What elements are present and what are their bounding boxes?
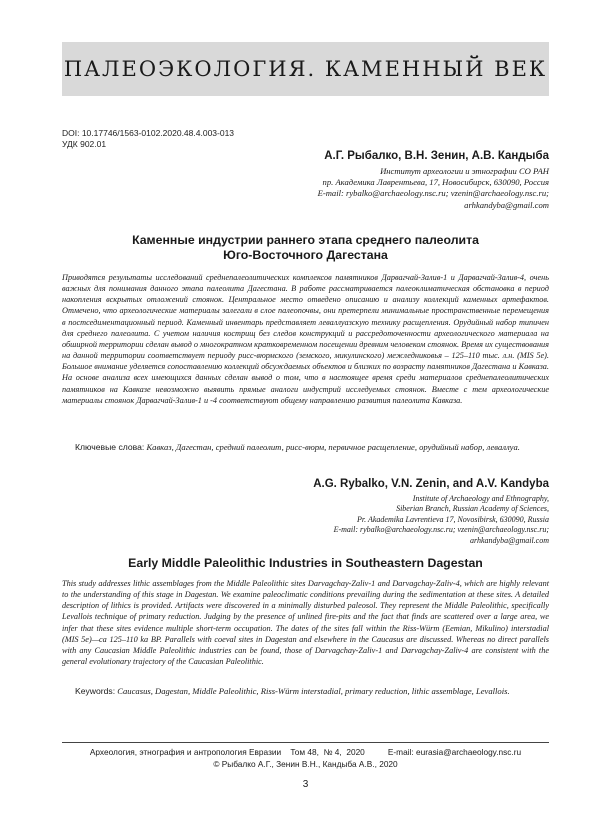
page-number: 3 bbox=[302, 779, 309, 790]
keywords-text: Кавказ, Дагестан, средний палеолит, рисс-вюрм, первичное расщепление, орудийный набор, леваллуа. bbox=[146, 442, 520, 452]
journal-year: 2020 bbox=[346, 747, 365, 757]
title-line: Каменные индустрии раннего этапа среднего палеолита bbox=[132, 233, 479, 247]
udk: УДК 902.01 bbox=[62, 139, 107, 149]
affiliation-line: Institute of Archaeology and Ethnography, bbox=[412, 494, 549, 503]
authors-en: A.G. Rybalko, V.N. Zenin, and A.V. Kandyba bbox=[313, 478, 549, 490]
article-title-ru bbox=[62, 233, 549, 263]
article-title-en: Early Middle Paleolithic Industries in Southeastern Dagestan bbox=[128, 556, 483, 570]
abstract-en: This study addresses lithic assemblages from the Middle Paleolithic sites Darvagchay-Zaliv-1 and Darvagchay-Zaliv-4, which are highly relevant to the understanding of this stage in Dagestan. We examine paleoclimatic conditions prevailing during the sedimentation at these sites. A detailed description of lithics is provided. Artifacts were discovered in a minimally disturbed paleosol. They represent the Middle Paleolithic, specifically Levallois technique of primary reduction. Judging by the presence of unlined fire-pits and the fact that finds are scattered over a large area, we infer that these sites evidence multiple short-term occupation. The dates of the sites fall within the Riss-Würm (Eemian, Mikulino) interstadial (MIS 5e)—ca 125–110 ka BP. Parallels with coeval sites in Dagestan and elsewhere in the Caucasus are discussed. Whereas no direct parallels with any Caucasian Middle Paleolithic industries can be found, those of Darvagchay-Zaliv-1 and Darvagchay-Zaliv-4 are consistent with the general evolutionary trajectory of the Caucasian Paleolithic. bbox=[62, 579, 549, 667]
affiliation-line: Siberian Branch, Russian Academy of Sciences, bbox=[396, 504, 549, 514]
abstract-ru: Приводятся результаты исследований среднепалеолитических комплексов памятников Дарвагчай-Залив-1 и Дарвагчай-Залив-4, очень важных для понимания данного этапа палеолита Дагестана. В работе рассматривается палеоклиматическая обстановка в период накопления вскрытых отложений стоянок. Центральное место отведено описанию и анализу коллекций каменных артефактов. Отмечено, что археологические материалы залегали в слое палеопочвы, они претерпели минимальные пространственные перемещения в постседиментационный период. Каменный инвентарь представляет леваллуазскую технику расщепления. Орудийный набор типичен для среднего палеолита. С учетом наличия кострищ без следов конструкций и рассредоточенности археологического материала на обширной территории сделан вывод о многократном кратковременном посещении древним человеком стоянок. Время их существования на данной территории соответствует периоду рисс-вюрмского (земского, микулинского) межледниковья – 125–110 тыс. л.н. (MIS 5e). Большое внимание уделяется сопоставлению коллекций обсуждаемых объектов и близких по возрасту памятников Дагестана и Кавказа. На основе анализа всех имеющихся данных сделан вывод о том, что в настоящее время среди материалов среднепалеолитических памятников на Кавказе невозможно выявить прямые аналоги индустрий исследуемых стоянок. Вместе с тем археологические материалы стоянок Дарвагчай-Залив-1 и -4 соответствуют общему направлению развития палеолита Кавказа. bbox=[62, 273, 549, 405]
journal-email: E-mail: eurasia@archaeology.nsc.ru bbox=[387, 747, 522, 757]
keywords-text: Caucasus, Dagestan, Middle Paleolithic, Riss-Würm interstadial, primary reduction, lithic assemblage, Levallois. bbox=[117, 686, 510, 696]
keywords-ru bbox=[75, 442, 549, 453]
affiliation-line: arhkandyba@gmail.com bbox=[470, 535, 549, 545]
keywords-label: Keywords: bbox=[75, 686, 116, 696]
keywords-label: Ключевые слова: bbox=[75, 442, 145, 452]
section-banner bbox=[62, 42, 549, 96]
affiliation-line: пр. Академика Лаврентьева, 17, Новосибирск, 630090, Россия bbox=[322, 177, 549, 188]
affiliation-line: Pr. Akademika Lavrentieva 17, Novosibirsk, 630090, Russia bbox=[357, 514, 549, 524]
journal-name: Археология, этнография и антропология Евразии bbox=[89, 747, 282, 757]
journal-volume: Том 48, bbox=[290, 747, 319, 757]
section-title: ПАЛЕОЭКОЛОГИЯ. КАМЕННЫЙ ВЕК bbox=[63, 57, 548, 81]
affiliation-ru bbox=[189, 166, 549, 211]
footer-journal-line bbox=[62, 747, 549, 757]
footer-divider bbox=[62, 742, 549, 743]
keywords-en bbox=[75, 686, 549, 697]
affiliation-line: Институт археологии и этнографии СО РАН bbox=[380, 166, 549, 176]
journal-issue: № 4, bbox=[323, 747, 342, 757]
title-line: Юго-Восточного Дагестана bbox=[223, 248, 388, 262]
affiliation-en bbox=[169, 494, 549, 546]
affiliation-line: E-mail: rybalko@archaeology.nsc.ru; vzenin@archaeology.nsc.ru; bbox=[333, 525, 549, 535]
affiliation-line: E-mail: rybalko@archaeology.nsc.ru; vzenin@archaeology.nsc.ru; bbox=[317, 188, 549, 199]
authors-ru: А.Г. Рыбалко, В.Н. Зенин, А.В. Кандыба bbox=[324, 150, 549, 162]
doi: DOI: 10.17746/1563-0102.2020.48.4.003-013 bbox=[62, 128, 235, 138]
copyright: © Рыбалко А.Г., Зенин В.Н., Кандыба А.В., 2020 bbox=[213, 759, 398, 769]
affiliation-line: arhkandyba@gmail.com bbox=[464, 199, 549, 210]
